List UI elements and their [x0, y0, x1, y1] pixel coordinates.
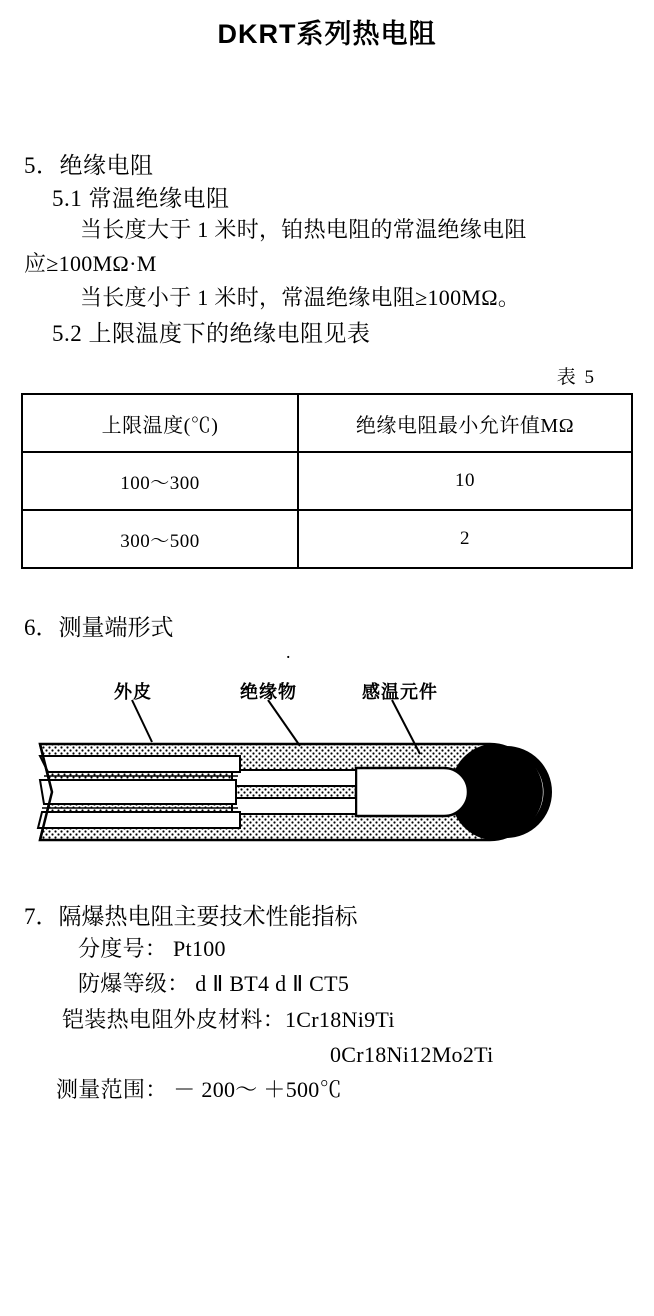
- section-6-heading: 6．测量端形式: [24, 615, 174, 641]
- spec-sheath-material: 铠装热电阻外皮材料：1Cr18Ni9Ti: [62, 1006, 395, 1032]
- spec-sheath-material-alt: 0Cr18Ni12Mo2Ti: [330, 1041, 494, 1067]
- section-5-1-paragraph-1-cont: 应≥100MΩ·M: [24, 251, 157, 277]
- section-5-1-paragraph-2: 当长度小于 1 米时，常温绝缘电阻≥100MΩ。: [80, 285, 521, 311]
- document-page: [0, 12, 654, 1316]
- table-cell-temp-range-2: 300～500: [22, 510, 298, 568]
- title-spacer: [0, 51, 654, 147]
- section-7-heading: 7．隔爆热电阻主要技术性能指标: [24, 904, 358, 930]
- figure-label-sensing-element: 感温元件: [362, 682, 438, 703]
- section-5-1-paragraph-1: 当长度大于 1 米时，铂热电阻的常温绝缘电阻: [80, 217, 527, 242]
- table-header-row: [22, 394, 632, 452]
- table-caption: 表 5: [556, 367, 596, 389]
- section-5-heading: 5．绝缘电阻: [24, 153, 154, 178]
- table-cell-temp-range-1: 100～300: [22, 452, 298, 510]
- figure-label-insulator: 绝缘物: [240, 682, 297, 703]
- table-cell-resistance-2: 2: [298, 510, 632, 568]
- section-5-1-heading: 5.1 常温绝缘电阻: [52, 186, 230, 211]
- measuring-end-figure: [0, 662, 654, 882]
- table-spacer: [0, 348, 654, 362]
- table-cell-resistance-1: 10: [298, 452, 632, 510]
- spec-explosion-proof-grade: 防爆等级： d Ⅱ BT4 d Ⅱ CT5: [78, 971, 350, 997]
- table-row: [22, 510, 632, 568]
- spec-graduation-number: 分度号： Pt100: [78, 936, 226, 962]
- page-title: DKRT系列热电阻: [217, 19, 437, 49]
- figure-label-sheath: 外皮: [114, 682, 152, 703]
- spec-measuring-range: 测量范围： － 200～ ＋500℃: [56, 1077, 342, 1103]
- stray-dot-mark: .: [286, 642, 291, 662]
- insulation-resistance-table: [21, 393, 633, 569]
- table-row: [22, 452, 632, 510]
- section-5-2-heading: 5.2 上限温度下的绝缘电阻见表: [52, 321, 371, 347]
- probe-cross-section-drawing: [0, 662, 654, 882]
- table-header-cell-temperature: 上限温度(℃): [22, 394, 298, 452]
- table-header-cell-resistance: 绝缘电阻最小允许值MΩ: [298, 394, 632, 452]
